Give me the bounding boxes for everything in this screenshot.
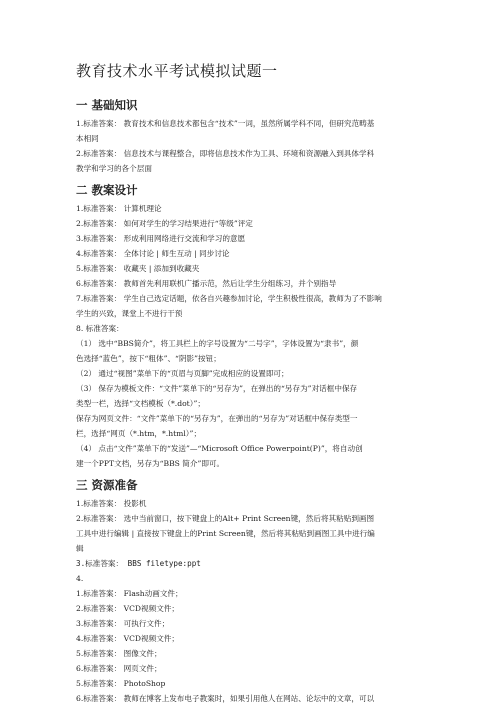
answer-line: 8. 标准答案： xyxy=(76,324,124,333)
answer-line: 5.标准答案： 收藏夹 | 添加到收藏夹 xyxy=(76,264,200,273)
answer-line: 学生的兴致，课堂上不进行干预 xyxy=(76,309,183,318)
answer-line: 6.标准答案： 教师在博客上发布电子教案时，如果引用他人在网站、论坛中的文章，可以 xyxy=(76,694,375,703)
answer-line: （4） 点击“文件”菜单下的“发送”—“Microsoft Office Powerpoint(P)”，将自动创 xyxy=(76,444,363,453)
answer-line: 1.标准答案： 计算机理论 xyxy=(76,204,162,213)
answer-line: （3） 保存为模板文件：“文件”菜单下的“另存为”，在弹出的“另存为”对话框中保存 xyxy=(76,384,358,393)
section-resources-body xyxy=(76,496,456,706)
answer-line: 辑 xyxy=(76,544,84,553)
section-heading-resources: 三 资源准备 xyxy=(76,478,138,492)
answer-line: 4.标准答案： 全体讨论 | 师生互动 | 同步讨论 xyxy=(76,249,230,258)
answer-line: 2.标准答案： 信息技术与课程整合，即将信息技术作为工具、环境和资源融入到具体学科 xyxy=(76,149,375,158)
answer-line: 工具中进行编辑 | 直接按下键盘上的Print Screen键，然后将其粘贴到画图工具中进行编 xyxy=(76,529,375,538)
answer-line: 教学和学习的各个层面 xyxy=(76,164,152,173)
answer-line: 1.标准答案： 教育技术和信息技术都包含“技术”一词，虽然所属学科不同，但研究范畴基 xyxy=(76,119,375,128)
answer-line: 5.标准答案： 图像文件； xyxy=(76,649,162,658)
answer-line: 7.标准答案： 学生自己选定话题，依各自兴趣参加讨论，学生积极性很高，教师为了不影响 xyxy=(76,294,382,303)
answer-line: （2） 通过“视图”菜单下的“页眉与页脚”完成相应的设置即可； xyxy=(76,369,289,378)
answer-line: 建一个PPT文档，另存为“BBS 简介”即可。 xyxy=(76,459,225,468)
answer-line: 栏，选择“网页（*.htm，*.html）”； xyxy=(76,429,202,438)
answer-line: 1.标准答案： Flash动画文件； xyxy=(76,589,183,598)
answer-line: 3.标准答案： 可执行文件； xyxy=(76,619,170,628)
section-basics-body xyxy=(76,116,456,176)
section-lesson-design-body xyxy=(76,201,456,471)
answer-line: 色选择“蓝色”，按下“粗体”、“阴影”按钮； xyxy=(76,354,221,363)
answer-line: 6.标准答案： 教师首先利用联机广播示范，然后让学生分组练习，并个别指导 xyxy=(76,279,337,288)
answer-line: 3.标准答案： 形成利用网络进行交流和学习的意愿 xyxy=(76,234,246,243)
answer-line: 6.标准答案： 网页文件； xyxy=(76,664,162,673)
answer-line: （1） 选中“BBS简介”，将工具栏上的字号设置为“二号字”，字体设置为“隶书”，颜 xyxy=(76,339,359,348)
answer-line: 类型一栏，选择“文档模板（*.dot）”； xyxy=(76,399,205,408)
document-title: 教育技术水平考试模拟试题一 xyxy=(76,62,278,80)
section-heading-basics: 一 基础知识 xyxy=(76,98,138,112)
answer-line: 2.标准答案： 如何对学生的学习结果进行“等级”评定 xyxy=(76,219,253,228)
section-heading-lesson-design: 二 教案设计 xyxy=(76,183,138,197)
answer-line: 3.标准答案： BBS filetype:ppt xyxy=(76,559,201,568)
answer-line: 2.标准答案： 选中当前窗口，按下键盘上的Alt+ Print Screen键，然后将其粘贴到画图 xyxy=(76,514,375,523)
answer-line: 4.标准答案： VCD视频文件； xyxy=(76,634,179,643)
answer-line: 1.标准答案： 投影机 xyxy=(76,499,147,508)
answer-line: 保存为网页文件：“文件”菜单下的“另存为”，在弹出的“另存为”对话框中保存类型一 xyxy=(76,414,358,423)
answer-line: 5.标准答案： PhotoShop xyxy=(76,679,166,688)
answer-line: 4. xyxy=(76,574,84,583)
answer-line: 本相同 xyxy=(76,134,99,143)
answer-line: 2.标准答案： VCD视频文件； xyxy=(76,604,179,613)
